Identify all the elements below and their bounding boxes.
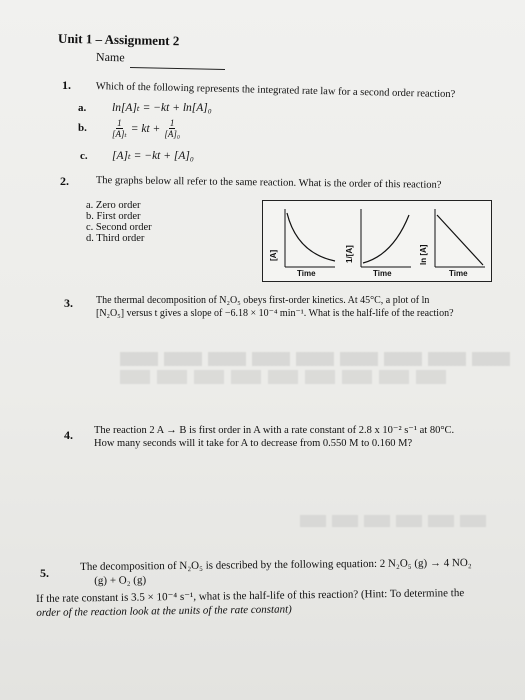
bleed-through-text-2 [300, 515, 490, 527]
q1-b-right-fraction [164, 118, 180, 139]
q2-option-d: d. Third order [86, 233, 145, 244]
question-5-line-3: If the rate constant is 3.5 × 10⁻⁴ s⁻¹, what is the half-life of this reaction? (Hint: To determine the [36, 587, 465, 605]
graph-2-ylabel: 1/[A] [345, 245, 354, 263]
question-5-line-4: order of the reaction look at the units of the rate constant) [36, 603, 292, 619]
q1-b-middle: = kt + [130, 122, 161, 135]
question-5-continued [36, 585, 516, 620]
question-2-number: 2. [60, 174, 69, 188]
graph-3-xlabel: Time [449, 269, 468, 278]
question-5-line-2: (g) + O₂ (g) [94, 574, 147, 587]
q1-option-a-equation: ln[A]ₜ = −kt + ln[A]₀ [112, 102, 212, 114]
q1-b-left-denominator: [A]ₜ [112, 129, 127, 139]
q1-b-right-numerator: 1 [169, 118, 175, 128]
question-5-text [80, 555, 520, 588]
q1-b-right-denominator: [A]₀ [164, 129, 180, 139]
q2-option-a: a. Zero order [86, 200, 141, 211]
name-line [130, 67, 225, 70]
q1-b-left-numerator: 1 [117, 118, 122, 128]
question-3-number: 3. [64, 296, 73, 310]
q1-option-b-equation [112, 118, 180, 139]
q2-options-list [86, 200, 152, 244]
q1-option-b-letter: b. [78, 122, 87, 134]
graph-2-xlabel: Time [373, 269, 392, 278]
q1-b-left-fraction [112, 118, 127, 139]
q2-option-c: c. Second order [86, 222, 152, 233]
question-3-line-2: [N₂O₅] versus t gives a slope of −6.18 × 10⁻⁴ min⁻¹. What is the half-life of the reaction? [96, 308, 454, 319]
assignment-title: Unit 1 – Assignment 2 [57, 30, 180, 49]
graph-1-concentration [285, 209, 335, 267]
question-2-text: The graphs below all refer to the same reaction. What is the order of this reaction? [95, 174, 442, 191]
question-4-text [94, 424, 514, 450]
graph-1-ylabel: [A] [269, 249, 278, 261]
q2-option-b: b. First order [86, 211, 141, 222]
question-1-text: Which of the following represents the integrated rate law for a second order reaction? [95, 80, 456, 101]
graph-3-line [437, 215, 483, 265]
question-4-number: 4. [64, 428, 73, 442]
q1-option-c-letter: c. [80, 150, 88, 162]
graph-3-ylabel: ln [A] [419, 244, 428, 265]
graph-2-inverse-concentration [361, 209, 411, 267]
question-4-line-1: The reaction 2 A → B is first order in A with a rate constant of 2.8 x 10⁻² s⁻¹ at 80°C. [94, 425, 455, 436]
question-3-line-1: The thermal decomposition of N₂O₅ obeys first-order kinetics. At 45°C, a plot of ln [96, 295, 430, 306]
graph-2-curve [363, 215, 409, 263]
q1-option-c-equation: [A]ₜ = −kt + [A]₀ [112, 150, 194, 162]
graphs-panel [262, 200, 492, 282]
question-5-line-1: The decomposition of N₂O₅ is described by the following equation: 2 N₂O₅ (g) → 4 NO₂ [80, 556, 472, 573]
graph-3-ln-concentration [435, 209, 485, 267]
bleed-through-text-1 [120, 352, 510, 384]
name-label: Name [95, 49, 125, 65]
q1-option-a-letter: a. [78, 102, 87, 114]
graph-1-curve [287, 213, 335, 261]
question-4-line-2: How many seconds will it take for A to decrease from 0.550 M to 0.160 M? [94, 438, 413, 449]
question-5-number: 5. [40, 566, 49, 580]
graph-1-xlabel: Time [297, 269, 316, 278]
question-3-text [96, 294, 516, 320]
question-1-number: 1. [62, 78, 71, 92]
